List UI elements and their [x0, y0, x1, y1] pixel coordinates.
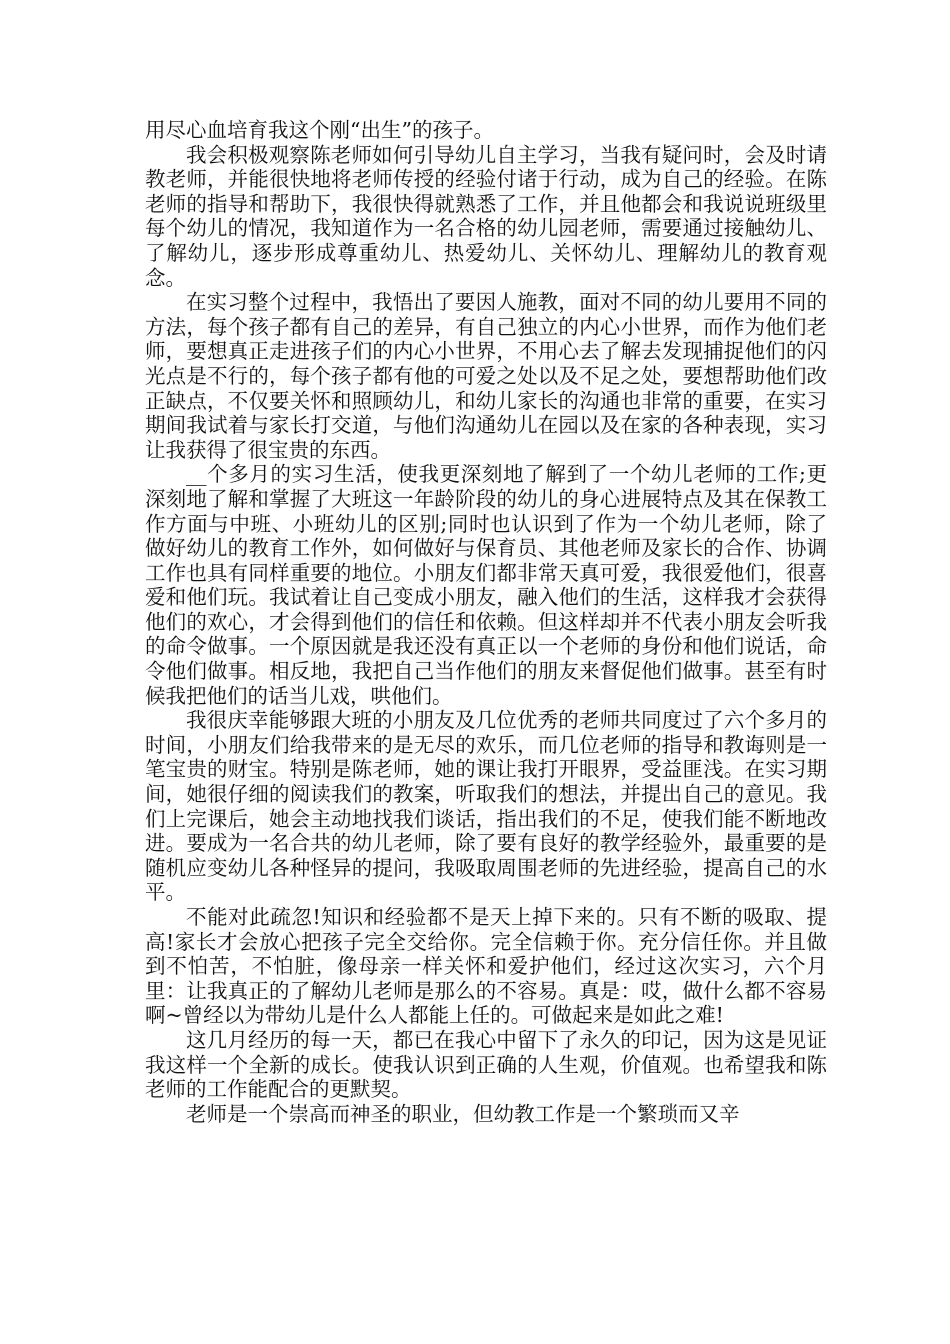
paragraph-4: __个多月的实习生活，使我更深刻地了解到了一个幼儿老师的工作;更深刻地了解和掌握了大班这一年龄阶段的幼儿的身心进展特点及其在保教工作方面与中班、小班幼儿的区别;同时也认识到了作为一个幼儿老师，除了做好幼儿的教育工作外，如何做好与保育员、其他老师及家长的合作、协调工作也具有同样重要的地位。小朋友们都非常天真可爱，我很爱他们，很喜爱和他们玩。我试着让自己变成小朋友，融入他们的生活，这样我才会获得他们的欢心，才会得到他们的信任和依赖。但这样却并不代表小朋友会听我的命令做事。一个原因就是我还没有真正以一个老师的身份和他们说话，命令他们做事。相反地，我把自己当作他们的朋友来督促他们做事。甚至有时候我把他们的话当儿戏，哄他们。	[145, 462, 827, 708]
paragraph-7: 这几月经历的每一天，都已在我心中留下了永久的印记，因为这是见证我这样一个全新的成长。使我认识到正确的人生观，价值观。也希望我和陈老师的工作能配合的更默契。	[145, 1027, 827, 1102]
paragraph-6: 不能对此疏忽!知识和经验都不是天上掉下来的。只有不断的吸取、提高!家长才会放心把孩子完全交给你。完全信赖于你。充分信任你。并且做到不怕苦，不怕脏，像母亲一样关怀和爱护他们，经过这次实习，六个月里：让我真正的了解幼儿老师是那么的不容易。真是：哎，做什么都不容易啊~曾经以为带幼儿是什么人都能上任的。可做起来是如此之难!	[145, 905, 827, 1028]
paragraph-5: 我很庆幸能够跟大班的小朋友及几位优秀的老师共同度过了六个多月的时间，小朋友们给我带来的是无尽的欢乐，而几位老师的指导和教诲则是一笔宝贵的财宝。特别是陈老师，她的课让我打开眼界，受益匪浅。在实习期间，她很仔细的阅读我们的教案，听取我们的想法，并提出自己的意见。我们上完课后，她会主动地找我们谈话，指出我们的不足，使我们能不断地改进。要成为一名合共的幼儿老师，除了要有良好的教学经验外，最重要的是随机应变幼儿各种怪异的提问，我吸取周围老师的先进经验，提高自己的水平。	[145, 708, 827, 905]
paragraph-8: 老师是一个崇高而神圣的职业，但幼教工作是一个繁琐而又辛	[186, 1101, 740, 1126]
document-body	[145, 118, 827, 1126]
paragraph-2: 我会积极观察陈老师如何引导幼儿自主学习，当我有疑问时，会及时请教老师，并能很快地将老师传授的经验付诸于行动，成为自己的经验。在陈老师的指导和帮助下，我很快得就熟悉了工作，并且他都会和我说说班级里每个幼儿的情况，我知道作为一名合格的幼儿园老师，需要通过接触幼儿、了解幼儿，逐步形成尊重幼儿、热爱幼儿、关怀幼儿、理解幼儿的教育观念。	[145, 142, 827, 290]
paragraph-1: 用尽心血培育我这个刚“出生”的孩子。	[145, 118, 494, 142]
paragraph-3: 在实习整个过程中，我悟出了要因人施教，面对不同的幼儿要用不同的方法，每个孩子都有自己的差异，有自己独立的内心小世界，而作为他们老师，要想真正走进孩子们的内心小世界，不用心去了解去发现捕捉他们的闪光点是不行的，每个孩子都有他的可爱之处以及不足之处，要想帮助他们改正缺点，不仅要关怀和照顾幼儿，和幼儿家长的沟通也非常的重要，在实习期间我试着与家长打交道，与他们沟通幼儿在园以及在家的各种表现，实习让我获得了很宝贵的东西。	[145, 290, 827, 462]
